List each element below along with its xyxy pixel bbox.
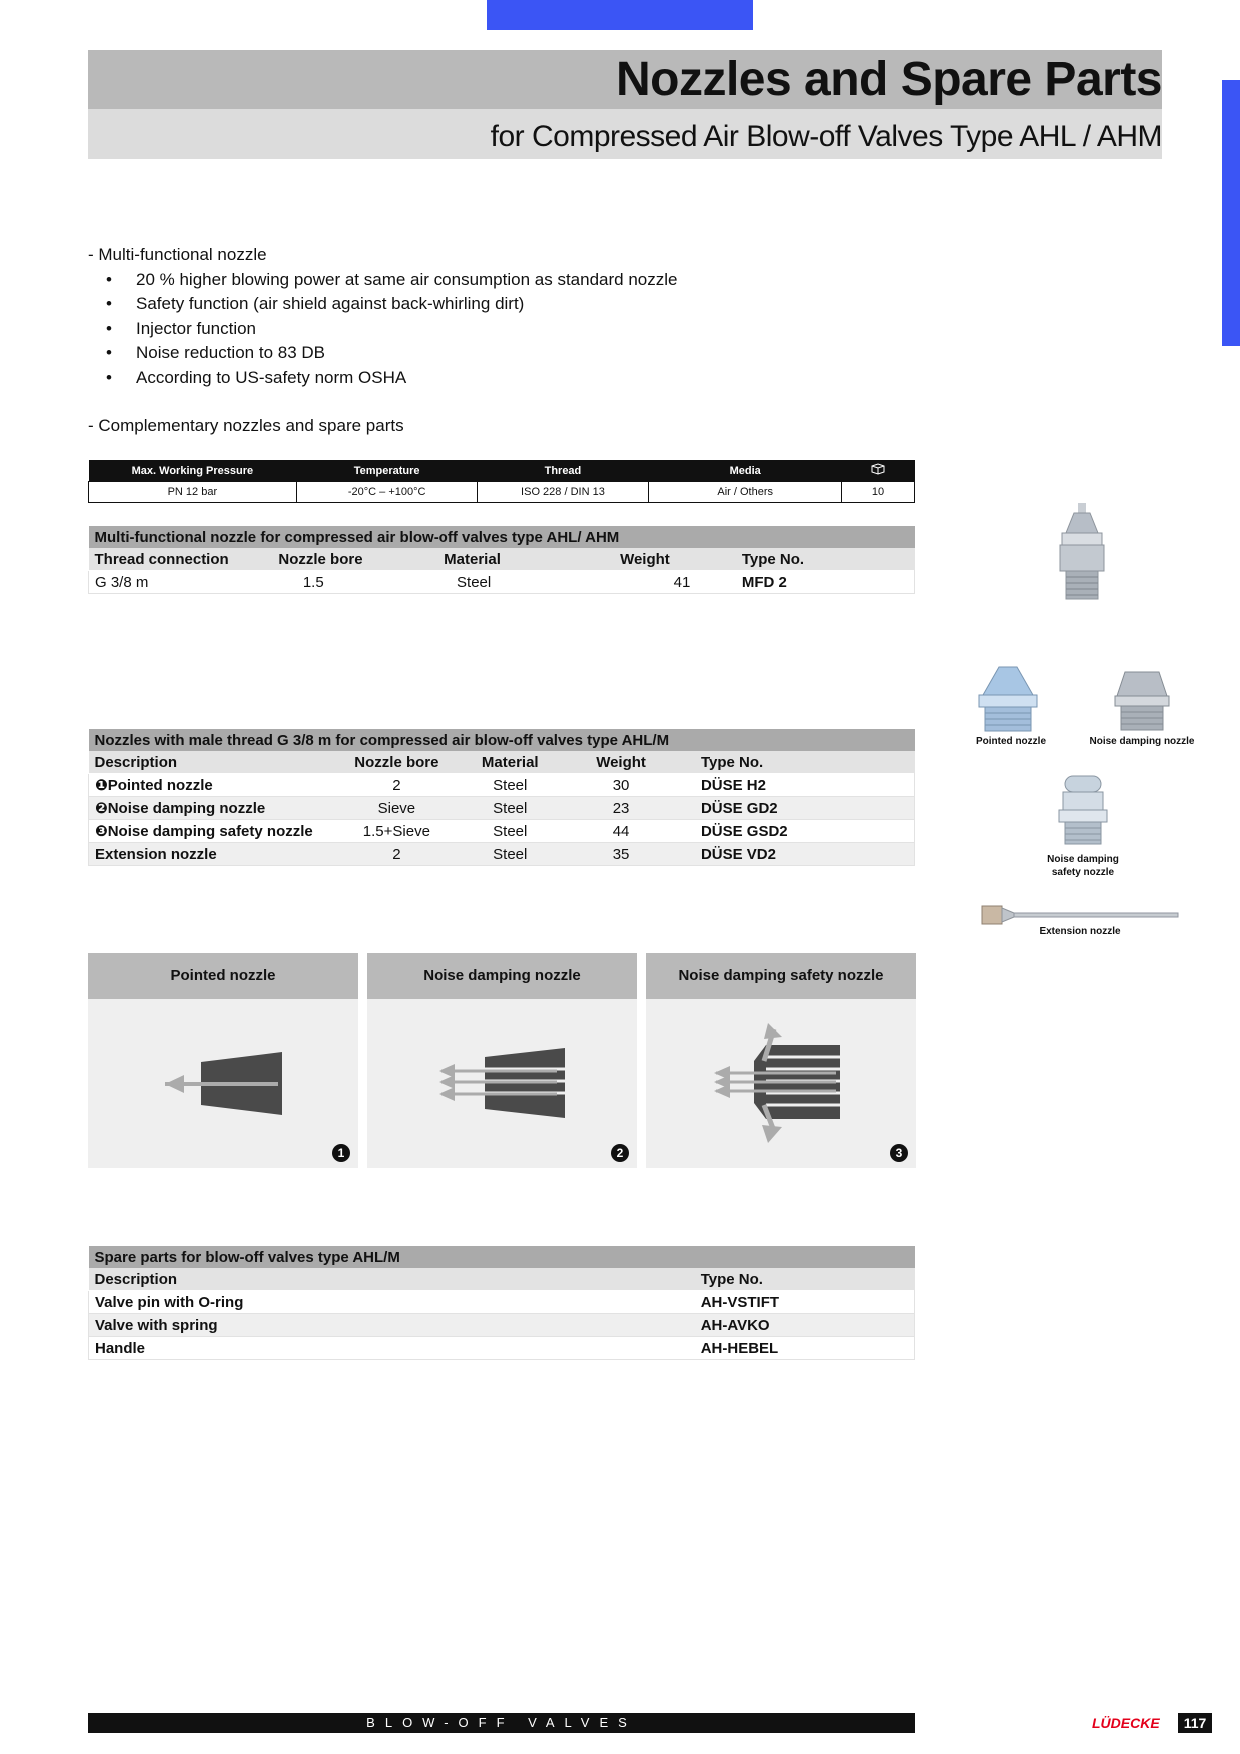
panel-title: Noise damping safety nozzle xyxy=(646,953,916,999)
feature-item: • Injector function xyxy=(88,317,677,342)
table-cell: Steel xyxy=(459,797,561,820)
noise-damping-safety-nozzle-image xyxy=(1055,774,1111,846)
pack-icon xyxy=(842,460,915,482)
table-cell: AH-AVKO xyxy=(681,1314,915,1337)
table-cell: ❶Pointed nozzle xyxy=(89,774,334,797)
column-header: Thread connection xyxy=(89,548,273,571)
spare-parts-table xyxy=(88,1246,915,1360)
table-cell: G 3/8 m xyxy=(89,571,273,594)
pointed-nozzle-diagram xyxy=(88,999,358,1168)
table-caption-row xyxy=(89,729,915,751)
column-header: Nozzle bore xyxy=(333,751,459,774)
page-number: 117 xyxy=(1178,1713,1212,1733)
table-cell: AH-VSTIFT xyxy=(681,1291,915,1314)
feature-item: • 20 % higher blowing power at same air consumption as standard nozzle xyxy=(88,268,677,293)
table-caption: Multi-functional nozzle for compressed air blow-off valves type AHL/ AHM xyxy=(89,526,915,548)
panel-number-badge: 2 xyxy=(611,1144,629,1162)
table-cell: 44 xyxy=(561,820,681,843)
table-cell: DÜSE H2 xyxy=(681,774,915,797)
column-header: Weight xyxy=(614,548,736,571)
spec-header: Max. Working Pressure xyxy=(89,460,297,482)
noise-damping-nozzle-image xyxy=(1111,670,1173,732)
table-cell: 1.5 xyxy=(272,571,438,594)
spec-value: -20°C – +100°C xyxy=(296,482,477,503)
top-accent-bar xyxy=(487,0,753,30)
pointed-nozzle-image xyxy=(975,665,1041,733)
multi-functional-nozzle-image xyxy=(1052,503,1112,603)
spec-value: 10 xyxy=(842,482,915,503)
table-cell: 23 xyxy=(561,797,681,820)
spec-header: Thread xyxy=(477,460,649,482)
table-row xyxy=(89,843,915,866)
table-cell: DÜSE VD2 xyxy=(681,843,915,866)
pointed-nozzle-panel xyxy=(88,953,358,1168)
table-row xyxy=(89,1314,915,1337)
multi-nozzle-table xyxy=(88,526,915,594)
extension-nozzle-image xyxy=(980,902,1180,928)
noise-damping-safety-diagram xyxy=(646,999,916,1168)
spec-header: Media xyxy=(649,460,842,482)
table-cell: 2 xyxy=(333,774,459,797)
extension-nozzle-label: Extension nozzle xyxy=(1039,926,1121,937)
table-cell: Steel xyxy=(459,843,561,866)
table-cell: Valve with spring xyxy=(89,1314,681,1337)
table-cell: 1.5+Sieve xyxy=(333,820,459,843)
column-header: Weight xyxy=(561,751,681,774)
table-cell: Steel xyxy=(438,571,614,594)
panel-number-badge: 3 xyxy=(890,1144,908,1162)
nozzle-table xyxy=(88,729,915,866)
table-row xyxy=(89,797,915,820)
table-header-row xyxy=(89,1268,915,1291)
table-cell: Valve pin with O-ring xyxy=(89,1291,681,1314)
panel-title: Noise damping nozzle xyxy=(367,953,637,999)
table-cell: Extension nozzle xyxy=(89,843,334,866)
feature-item: • Noise reduction to 83 DB xyxy=(88,341,677,366)
spec-value: Air / Others xyxy=(649,482,842,503)
table-caption: Nozzles with male thread G 3/8 m for compressed air blow-off valves type AHL/M xyxy=(89,729,915,751)
table-cell: Steel xyxy=(459,820,561,843)
table-cell: ❸Noise damping safety nozzle xyxy=(89,820,334,843)
table-row xyxy=(89,571,915,594)
pointed-nozzle-label: Pointed nozzle xyxy=(976,736,1046,747)
table-cell: ❷Noise damping nozzle xyxy=(89,797,334,820)
side-accent-tab xyxy=(1222,80,1240,346)
table-cell: Handle xyxy=(89,1337,681,1360)
column-header: Nozzle bore xyxy=(272,548,438,571)
table-cell: 2 xyxy=(333,843,459,866)
feature-item: • Safety function (air shield against back-whirling dirt) xyxy=(88,292,677,317)
panel-title: Pointed nozzle xyxy=(88,953,358,999)
table-cell: 30 xyxy=(561,774,681,797)
spec-value: ISO 228 / DIN 13 xyxy=(477,482,649,503)
spec-header-row xyxy=(89,460,915,482)
column-header: Material xyxy=(459,751,561,774)
table-row xyxy=(89,774,915,797)
noise-damping-safety-panel xyxy=(646,953,916,1168)
intro-text xyxy=(88,243,677,439)
panel-number-badge: 1 xyxy=(332,1144,350,1162)
feature-list xyxy=(88,268,677,391)
feature-item: • According to US-safety norm OSHA xyxy=(88,366,677,391)
footer-section-bar: BLOW-OFF VALVES xyxy=(88,1713,915,1733)
table-row xyxy=(89,1291,915,1314)
table-cell: 41 xyxy=(614,571,736,594)
noise-damping-panel xyxy=(367,953,637,1168)
safety-nozzle-label-line1: Noise damping xyxy=(1047,854,1119,865)
page-subtitle: for Compressed Air Blow-off Valves Type AHL / AHM xyxy=(490,120,1162,153)
table-cell: AH-HEBEL xyxy=(681,1337,915,1360)
column-header: Description xyxy=(89,1268,681,1291)
intro-subheading: - Complementary nozzles and spare parts xyxy=(88,416,404,435)
table-header-row xyxy=(89,751,915,774)
page-title: Nozzles and Spare Parts xyxy=(615,53,1162,106)
table-cell: Sieve xyxy=(333,797,459,820)
column-header: Type No. xyxy=(736,548,915,571)
spec-table xyxy=(88,460,915,503)
noise-damping-nozzle-label: Noise damping nozzle xyxy=(1089,736,1195,747)
spec-header: Temperature xyxy=(296,460,477,482)
column-header: Type No. xyxy=(681,1268,915,1291)
spec-value-row xyxy=(89,482,915,503)
table-cell: 35 xyxy=(561,843,681,866)
table-cell: Steel xyxy=(459,774,561,797)
table-caption-row xyxy=(89,526,915,548)
table-header-row xyxy=(89,548,915,571)
spec-value: PN 12 bar xyxy=(89,482,297,503)
column-header: Description xyxy=(89,751,334,774)
intro-heading: - Multi-functional nozzle xyxy=(88,245,267,264)
brand-logo: LÜDECKE xyxy=(1092,1715,1160,1731)
table-row xyxy=(89,820,915,843)
table-cell: DÜSE GSD2 xyxy=(681,820,915,843)
column-header: Material xyxy=(438,548,614,571)
safety-nozzle-label-line2: safety nozzle xyxy=(1051,867,1115,878)
noise-damping-diagram xyxy=(367,999,637,1168)
column-header: Type No. xyxy=(681,751,915,774)
table-caption-row xyxy=(89,1246,915,1268)
table-row xyxy=(89,1337,915,1360)
table-cell: DÜSE GD2 xyxy=(681,797,915,820)
table-caption: Spare parts for blow-off valves type AHL/M xyxy=(89,1246,915,1268)
table-cell: MFD 2 xyxy=(736,571,915,594)
